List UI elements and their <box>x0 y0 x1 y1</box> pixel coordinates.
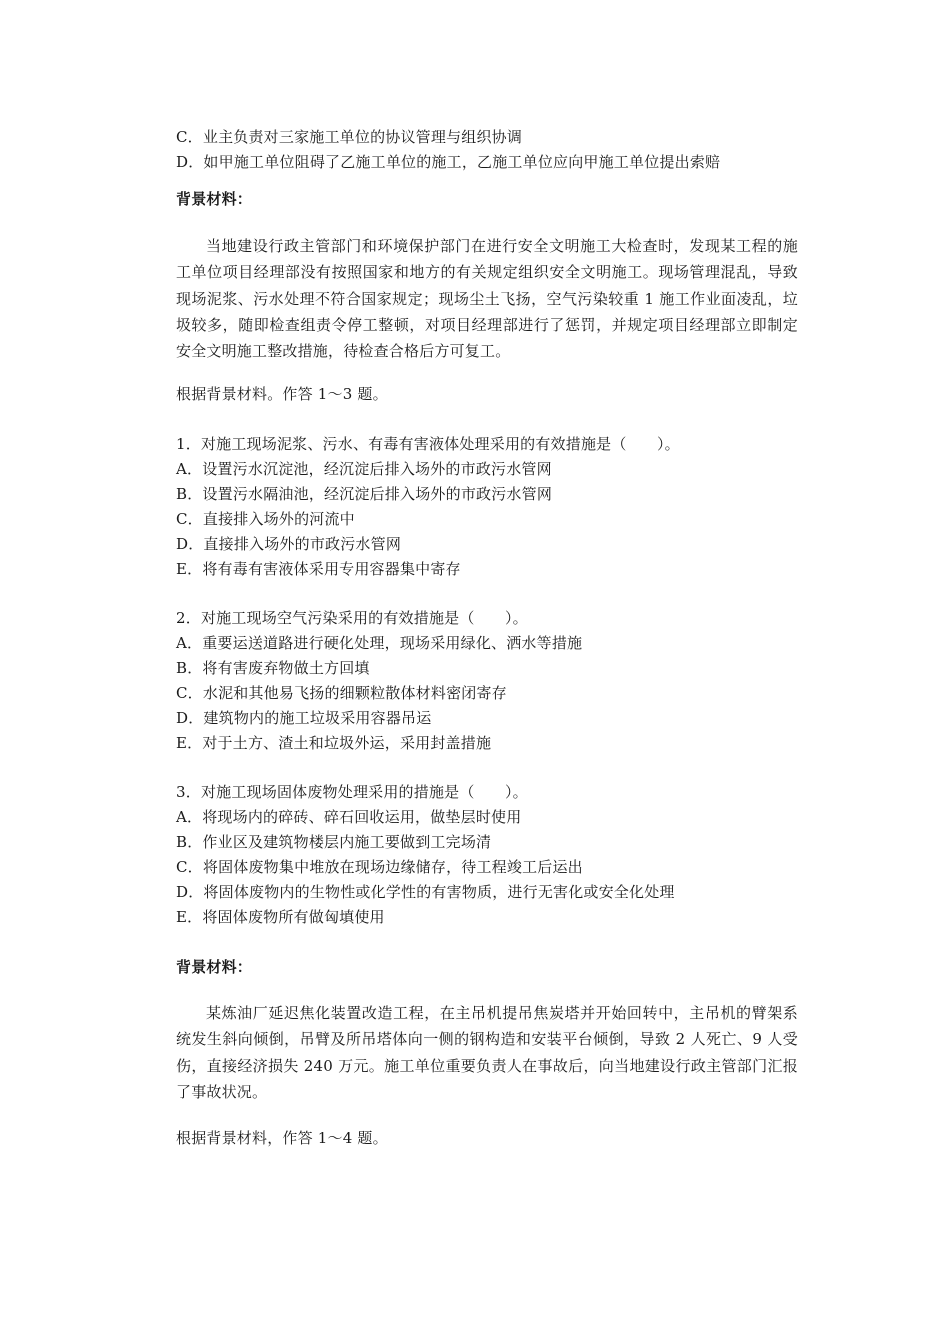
option-d-top: D．如甲施工单位阻碍了乙施工单位的施工，乙施工单位应向甲施工单位提出索赔 <box>176 153 721 171</box>
option-item: A．设置污水沉淀池，经沉淀后排入场外的市政污水管网 <box>176 460 552 478</box>
question-stem: 3．对施工现场固体废物处理采用的措施是（ ）。 <box>176 783 528 801</box>
option-item: B．将有害废弃物做土方回填 <box>176 659 370 677</box>
question-stem: 1．对施工现场泥浆、污水、有毒有害液体处理采用的有效措施是（ ）。 <box>176 435 680 453</box>
option-item: D．建筑物内的施工垃圾采用容器吊运 <box>176 709 432 727</box>
option-item: B．设置污水隔油池，经沉淀后排入场外的市政污水管网 <box>176 485 553 503</box>
section-heading: 背景材料： <box>176 190 253 208</box>
option-item: E．对于土方、渣土和垃圾外运，采用封盖措施 <box>176 734 492 752</box>
instruction-text <box>176 384 388 404</box>
option-c-top: C．业主负责对三家施工单位的协议管理与组织协调 <box>176 128 523 146</box>
option-item: D．直接排入场外的市政污水管网 <box>176 535 402 553</box>
option-item: E．将有毒有害液体采用专用容器集中寄存 <box>176 560 461 578</box>
option-item: B．作业区及建筑物楼层内施工要做到工完场清 <box>176 833 492 851</box>
instruction-text: 根据背景材料，作答 1～4 题。 <box>176 1129 388 1147</box>
option-item: E．将固体废物所有做匈填使用 <box>176 908 385 926</box>
background-paragraph: 某炼油厂延迟焦化装置改造工程，在主吊机提吊焦炭塔并开始回转中，主吊机的臂架系统发生斜向倾倒，吊臂及所吊塔体向一侧的钢构造和安装平台倾倒，导致 2 人死亡、9 人受伤，直接经济损失 240 万元。施工单位重要负责人在事故后，向当地建设行政主管部门汇报了事故状况。 <box>176 1004 798 1101</box>
option-item: A．重要运送道路进行硬化处理，现场采用绿化、洒水等措施 <box>176 634 583 652</box>
option-item: C．水泥和其他易飞扬的细颗粒散体材料密闭寄存 <box>176 684 507 702</box>
instruction-label: 根据背景材料。作答 1～3 题。 <box>176 385 388 403</box>
question-stem: 2．对施工现场空气污染采用的有效措施是（ ）。 <box>176 609 528 627</box>
option-item: D．将固体废物内的生物性或化学性的有害物质，进行无害化或安全化处理 <box>176 883 675 901</box>
section-heading: 背景材料： <box>176 958 253 976</box>
background-paragraph: 当地建设行政主管部门和环境保护部门在进行安全文明施工大检查时，发现某工程的施工单位项目经理部没有按照国家和地方的有关规定组织安全文明施工。现场管理混乱，导致现场泥浆、污水处理不符合国家规定；现场尘土飞扬，空气污染较重 1 施工作业面凌乱，垃圾较多，随即检查组责令停工整顿，对项目经理部进行了惩罚，并规定项目经理部立即制定安全文明施工整改措施，待检查合格后方可复工。 <box>176 237 798 361</box>
option-item: A．将现场内的碎砖、碎石回收运用，做垫层时使用 <box>176 808 522 826</box>
option-item: C．直接排入场外的河流中 <box>176 510 355 528</box>
option-item: C．将固体废物集中堆放在现场边缘储存，待工程竣工后运出 <box>176 858 583 876</box>
